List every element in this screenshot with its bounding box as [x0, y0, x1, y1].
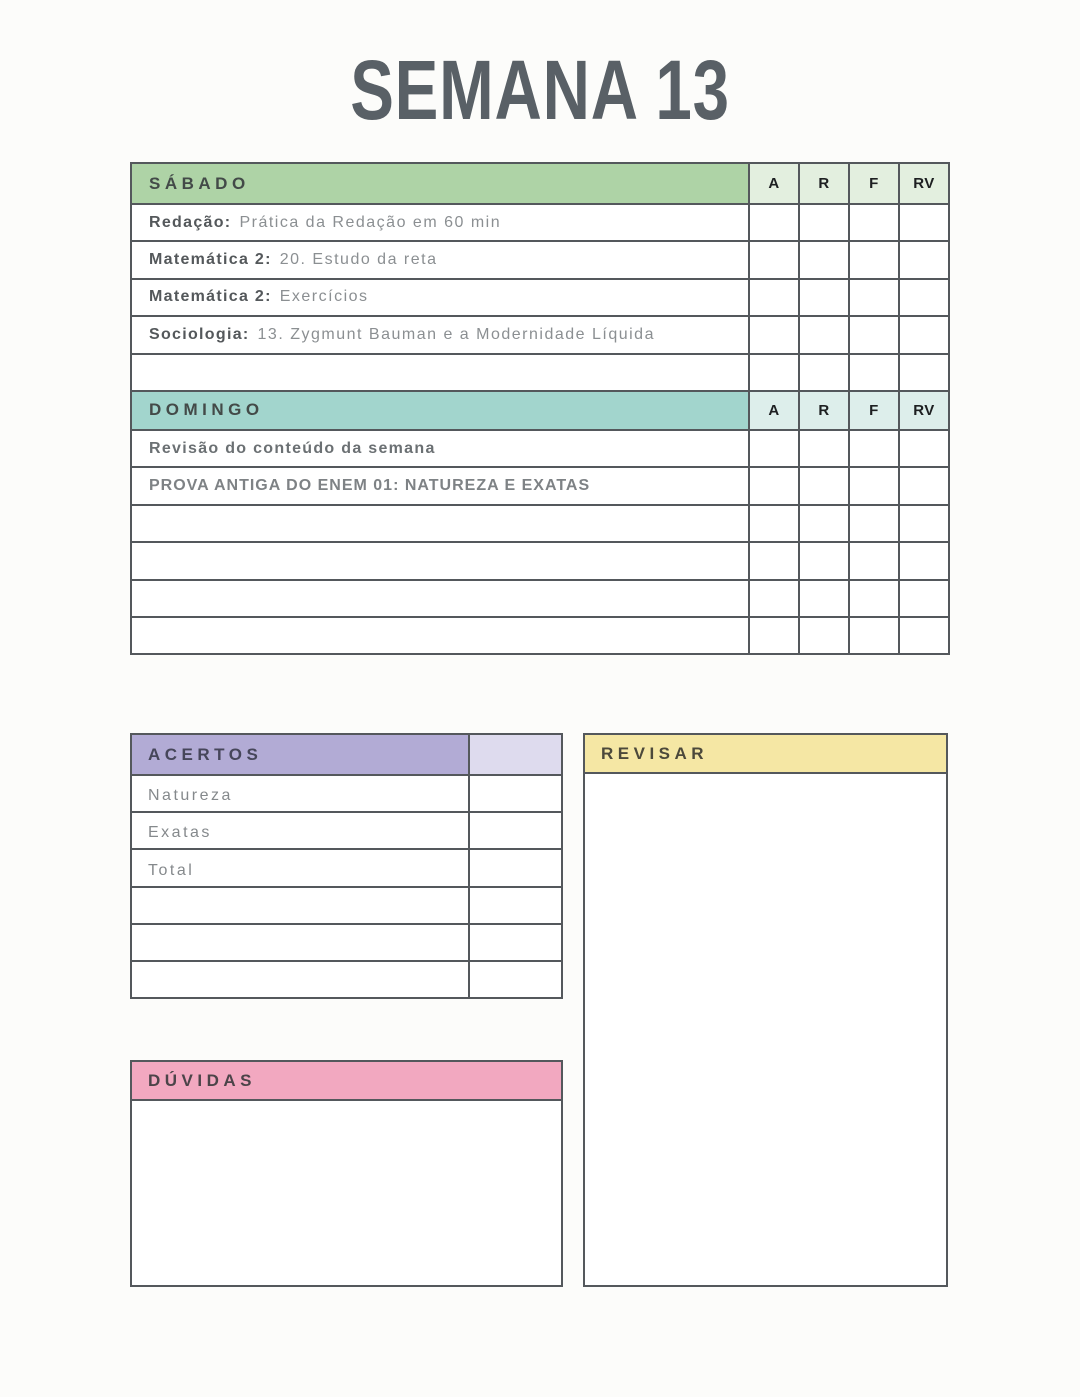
acertos-row-empty	[132, 923, 561, 960]
revisar-panel	[583, 733, 948, 1287]
task-text[interactable]	[132, 618, 748, 653]
acertos-value-cell[interactable]	[468, 850, 561, 885]
saturday-header-cell	[132, 164, 748, 203]
task-text[interactable]	[132, 506, 748, 541]
duvidas-body[interactable]	[132, 1101, 561, 1283]
check-col-header-rv: RV	[898, 164, 948, 203]
checkbox-cell[interactable]	[898, 431, 948, 466]
checkbox-cell[interactable]	[848, 431, 898, 466]
page-title: SEMANA 13	[350, 43, 730, 137]
acertos-row-label-cell: Natureza	[148, 787, 233, 805]
task-row-empty	[132, 579, 948, 616]
checkbox-cell[interactable]	[748, 468, 798, 503]
checkbox-cell[interactable]	[898, 618, 948, 653]
task-text: Redação: Prática da Redação em 60 min	[149, 213, 502, 231]
checkbox-cell[interactable]	[848, 317, 898, 352]
checkbox-cell[interactable]	[898, 543, 948, 578]
task-row	[132, 429, 948, 466]
acertos-row	[132, 848, 561, 885]
checkbox-cell[interactable]	[748, 205, 798, 240]
acertos-row	[132, 774, 561, 811]
acertos-label: ACERTOS	[148, 744, 263, 764]
saturday-header-row	[132, 164, 948, 203]
saturday-section	[132, 164, 948, 390]
acertos-header-row	[132, 735, 561, 774]
acertos-row-label-cell: Exatas	[148, 824, 212, 842]
checkbox-cell[interactable]	[798, 355, 848, 390]
checkbox-cell[interactable]	[898, 355, 948, 390]
duvidas-label: DÚVIDAS	[148, 1070, 257, 1090]
task-row-empty	[132, 353, 948, 390]
task-row	[132, 466, 948, 503]
task-text[interactable]	[132, 355, 748, 390]
duvidas-header	[132, 1062, 561, 1101]
checkbox-cell[interactable]	[798, 468, 848, 503]
sunday-header-cell	[132, 392, 748, 429]
task-text: Matemática 2: 20. Estudo da reta	[149, 251, 438, 269]
checkbox-cell[interactable]	[748, 355, 798, 390]
checkbox-cell[interactable]	[748, 280, 798, 315]
task-text[interactable]	[132, 543, 748, 578]
checkbox-cell[interactable]	[798, 317, 848, 352]
acertos-row-label-cell[interactable]	[132, 888, 468, 923]
check-col-header-a: A	[748, 164, 798, 203]
checkbox-cell[interactable]	[848, 543, 898, 578]
acertos-value-header-cell	[468, 735, 561, 774]
task-row	[132, 278, 948, 315]
checkbox-cell[interactable]	[798, 205, 848, 240]
acertos-row-label-cell: Total	[148, 861, 195, 879]
acertos-value-cell[interactable]	[468, 888, 561, 923]
acertos-value-cell[interactable]	[468, 925, 561, 960]
checkbox-cell[interactable]	[898, 205, 948, 240]
checkbox-cell[interactable]	[898, 280, 948, 315]
checkbox-cell[interactable]	[848, 468, 898, 503]
task-text: Sociologia: 13. Zygmunt Bauman e a Modernidade Líquida	[149, 325, 655, 343]
check-col-header-a: A	[748, 392, 798, 429]
task-row-empty	[132, 541, 948, 578]
sunday-section	[132, 390, 948, 653]
check-col-header-r: R	[798, 164, 848, 203]
acertos-row-empty	[132, 960, 561, 997]
acertos-row-label-cell[interactable]	[132, 962, 468, 997]
checkbox-cell[interactable]	[848, 242, 898, 277]
schedule-table	[130, 162, 950, 655]
acertos-row-empty	[132, 886, 561, 923]
revisar-body[interactable]	[585, 774, 946, 1283]
checkbox-cell[interactable]	[798, 506, 848, 541]
acertos-table	[130, 733, 563, 999]
checkbox-cell[interactable]	[748, 317, 798, 352]
sunday-header-row	[132, 390, 948, 429]
checkbox-cell[interactable]	[848, 280, 898, 315]
check-col-header-r: R	[798, 392, 848, 429]
task-row-empty	[132, 504, 948, 541]
task-text: Matemática 2: Exercícios	[149, 288, 369, 306]
check-col-header-rv: RV	[898, 392, 948, 429]
checkbox-cell[interactable]	[898, 581, 948, 616]
task-text[interactable]	[132, 581, 748, 616]
task-text: PROVA ANTIGA DO ENEM 01: NATUREZA E EXATAS	[149, 477, 591, 495]
task-text: Revisão do conteúdo da semana	[149, 439, 436, 457]
acertos-row-label-cell[interactable]	[132, 925, 468, 960]
acertos-value-cell[interactable]	[468, 813, 561, 848]
sunday-label: DOMINGO	[149, 400, 264, 420]
checkbox-cell[interactable]	[898, 242, 948, 277]
checkbox-cell[interactable]	[748, 431, 798, 466]
task-row	[132, 315, 948, 352]
acertos-row	[132, 811, 561, 848]
acertos-value-cell[interactable]	[468, 776, 561, 811]
revisar-header	[585, 735, 946, 774]
checkbox-cell[interactable]	[798, 431, 848, 466]
checkbox-cell[interactable]	[798, 543, 848, 578]
duvidas-panel	[130, 1060, 563, 1287]
revisar-label: REVISAR	[601, 743, 709, 763]
checkbox-cell[interactable]	[798, 618, 848, 653]
checkbox-cell[interactable]	[848, 581, 898, 616]
task-row-empty	[132, 616, 948, 653]
check-col-header-f: F	[848, 164, 898, 203]
checkbox-cell[interactable]	[848, 506, 898, 541]
task-row	[132, 203, 948, 240]
checkbox-cell[interactable]	[848, 618, 898, 653]
acertos-header-cell	[132, 735, 468, 774]
checkbox-cell[interactable]	[748, 543, 798, 578]
checkbox-cell[interactable]	[898, 317, 948, 352]
acertos-value-cell[interactable]	[468, 962, 561, 997]
checkbox-cell[interactable]	[848, 205, 898, 240]
checkbox-cell[interactable]	[898, 506, 948, 541]
checkbox-cell[interactable]	[898, 468, 948, 503]
checkbox-cell[interactable]	[798, 581, 848, 616]
saturday-label: SÁBADO	[149, 173, 250, 193]
checkbox-cell[interactable]	[748, 242, 798, 277]
checkbox-cell[interactable]	[798, 280, 848, 315]
checkbox-cell[interactable]	[798, 242, 848, 277]
check-col-header-f: F	[848, 392, 898, 429]
checkbox-cell[interactable]	[748, 618, 798, 653]
checkbox-cell[interactable]	[748, 506, 798, 541]
task-row	[132, 240, 948, 277]
checkbox-cell[interactable]	[848, 355, 898, 390]
checkbox-cell[interactable]	[748, 581, 798, 616]
